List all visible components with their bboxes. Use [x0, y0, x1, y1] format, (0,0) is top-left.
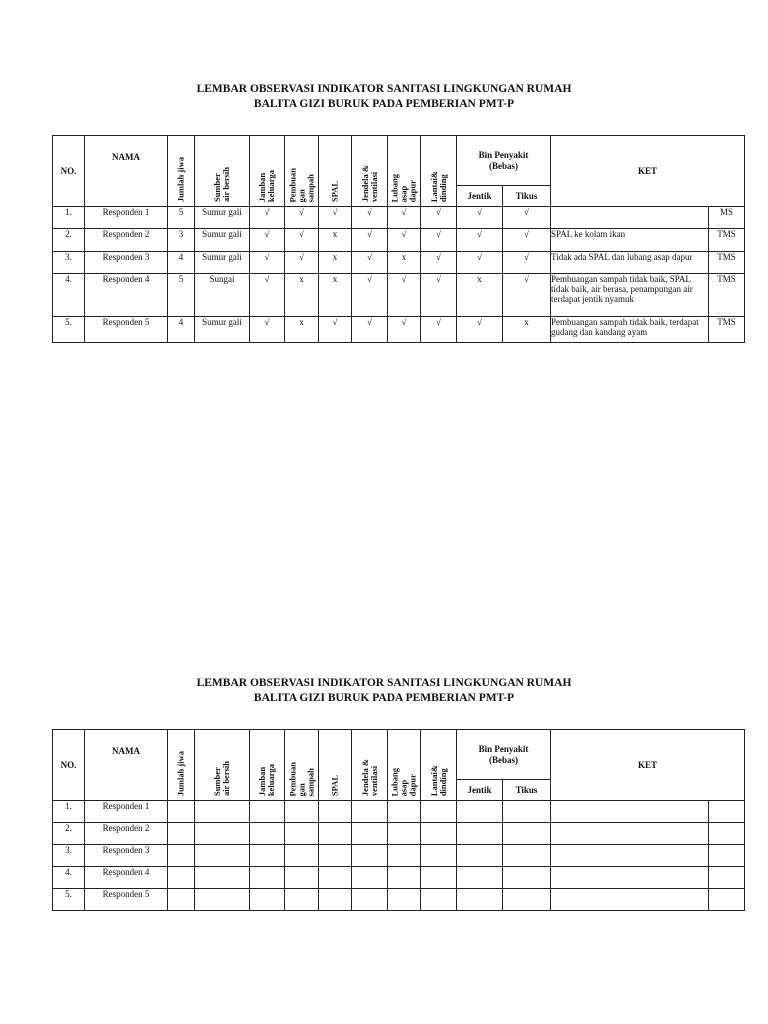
cell-tikus: √ [503, 252, 551, 274]
header-tikus: Tikus [503, 186, 551, 207]
cell-status: TMS [709, 252, 745, 274]
cell-tikus: √ [503, 229, 551, 252]
cell-ket [551, 207, 709, 229]
cell-jendela: √ [352, 317, 388, 343]
cell-jamban [250, 823, 285, 845]
cell-sumber [195, 845, 250, 867]
cell-no: 2. [53, 229, 85, 252]
cell-tikus [503, 889, 551, 911]
cell-lantai [421, 801, 457, 823]
cell-sumber: Sumur gali [195, 317, 250, 343]
cell-lantai: √ [421, 274, 457, 317]
cell-status [709, 801, 745, 823]
cell-jentik [457, 845, 503, 867]
cell-jentik [457, 801, 503, 823]
cell-nama: Responden 2 [85, 823, 168, 845]
cell-ket [551, 845, 709, 867]
cell-status [709, 845, 745, 867]
header-bin-penyakit: Bin Penyakit (Bebas) [457, 136, 551, 186]
cell-sampah: √ [285, 229, 319, 252]
cell-jiwa [168, 867, 195, 889]
header-sumber-air: Sumber air bersih [195, 730, 250, 801]
table-row [53, 317, 745, 343]
cell-jendela: √ [352, 207, 388, 229]
cell-status [709, 889, 745, 911]
cell-nama: Responden 2 [85, 229, 168, 252]
cell-lubang: √ [388, 274, 421, 317]
cell-jentik: √ [457, 207, 503, 229]
cell-jiwa [168, 823, 195, 845]
cell-lantai: √ [421, 252, 457, 274]
table-row [53, 252, 745, 274]
cell-no: 5. [53, 889, 85, 911]
cell-lubang: √ [388, 207, 421, 229]
header-row [53, 136, 745, 186]
cell-sampah [285, 823, 319, 845]
cell-ket [551, 889, 709, 911]
cell-lantai [421, 889, 457, 911]
cell-jendela: √ [352, 229, 388, 252]
header-pembuangan-sampah: Pembuan gan sampah [285, 730, 319, 801]
cell-sumber [195, 801, 250, 823]
table-row [53, 889, 745, 911]
cell-spal: √ [319, 207, 352, 229]
cell-spal: x [319, 252, 352, 274]
cell-tikus: √ [503, 207, 551, 229]
cell-no: 1. [53, 207, 85, 229]
table-row [53, 274, 745, 317]
table-row [53, 801, 745, 823]
cell-jiwa [168, 801, 195, 823]
header-lantai: Lantai& dinding [421, 136, 457, 207]
cell-jentik [457, 823, 503, 845]
cell-lantai: √ [421, 317, 457, 343]
cell-jiwa [168, 889, 195, 911]
cell-ket [551, 801, 709, 823]
cell-spal: √ [319, 317, 352, 343]
cell-no: 3. [53, 252, 85, 274]
cell-jamban: √ [250, 317, 285, 343]
cell-sumber [195, 823, 250, 845]
cell-jamban: √ [250, 229, 285, 252]
cell-jamban [250, 867, 285, 889]
cell-nama: Responden 1 [85, 207, 168, 229]
cell-ket: SPAL ke kolam ikan [551, 229, 709, 252]
cell-status [709, 867, 745, 889]
header-lubang-asap: Lubang asap dapur [388, 136, 421, 207]
header-jentik: Jentik [457, 780, 503, 801]
cell-jamban: √ [250, 252, 285, 274]
cell-jiwa: 5 [168, 207, 195, 229]
cell-jamban [250, 845, 285, 867]
cell-jentik: x [457, 274, 503, 317]
cell-jentik [457, 889, 503, 911]
cell-lantai [421, 845, 457, 867]
cell-status: MS [709, 207, 745, 229]
cell-sampah [285, 889, 319, 911]
cell-status: TMS [709, 229, 745, 252]
cell-sampah: √ [285, 207, 319, 229]
cell-tikus [503, 823, 551, 845]
cell-nama: Responden 5 [85, 317, 168, 343]
cell-lubang [388, 889, 421, 911]
header-jendela: Jendela & ventilasi [352, 136, 388, 207]
cell-spal [319, 889, 352, 911]
cell-status [709, 823, 745, 845]
cell-nama: Responden 3 [85, 845, 168, 867]
cell-lantai: √ [421, 207, 457, 229]
cell-tikus: √ [503, 274, 551, 317]
cell-status: TMS [709, 317, 745, 343]
cell-jendela [352, 889, 388, 911]
cell-nama: Responden 3 [85, 252, 168, 274]
cell-no: 3. [53, 845, 85, 867]
cell-jiwa: 5 [168, 274, 195, 317]
observation-table-blank [52, 729, 745, 911]
table-row [53, 823, 745, 845]
cell-ket: Pembuangan sampah tidak baik, SPAL tidak baik, air berasa, penampungan air terdapat jentik nyamuk [551, 274, 709, 317]
cell-tikus: x [503, 317, 551, 343]
cell-nama: Responden 1 [85, 801, 168, 823]
header-spal: SPAL [319, 730, 352, 801]
cell-spal: x [319, 229, 352, 252]
cell-jamban: √ [250, 207, 285, 229]
cell-ket: Pembuangan sampah tidak baik, terdapat gudang dan kandang ayam [551, 317, 709, 343]
form-title-blank [0, 676, 768, 706]
cell-jendela: √ [352, 252, 388, 274]
cell-jiwa: 4 [168, 252, 195, 274]
cell-jentik: √ [457, 317, 503, 343]
header-jumlah-jiwa: Jumlah jiwa [168, 136, 195, 207]
title-line-1: LEMBAR OBSERVASI INDIKATOR SANITASI LINGKUNGAN RUMAH [196, 83, 572, 95]
observation-table-filled [52, 135, 745, 343]
header-no: NO. [53, 730, 85, 801]
cell-lantai: √ [421, 229, 457, 252]
cell-jamban [250, 889, 285, 911]
title-line-2: BALITA GIZI BURUK PADA PEMBERIAN PMT-P [253, 692, 515, 704]
cell-tikus [503, 845, 551, 867]
cell-jentik: √ [457, 229, 503, 252]
header-jumlah-jiwa: Jumlah jiwa [168, 730, 195, 801]
header-nama: NAMA [85, 136, 168, 207]
cell-sampah [285, 801, 319, 823]
table-row [53, 867, 745, 889]
cell-lubang: x [388, 252, 421, 274]
header-jendela: Jendela & ventilasi [352, 730, 388, 801]
table-row [53, 229, 745, 252]
cell-spal [319, 801, 352, 823]
cell-jendela [352, 845, 388, 867]
cell-jiwa: 3 [168, 229, 195, 252]
cell-spal [319, 845, 352, 867]
form-title-filled [0, 82, 768, 112]
cell-spal: x [319, 274, 352, 317]
cell-jamban: √ [250, 274, 285, 317]
cell-sampah [285, 867, 319, 889]
cell-spal [319, 823, 352, 845]
header-row [53, 730, 745, 780]
title-line-1: LEMBAR OBSERVASI INDIKATOR SANITASI LINGKUNGAN RUMAH [196, 677, 572, 689]
cell-ket: Tidak ada SPAL dan lubang asap dapur [551, 252, 709, 274]
header-lantai: Lantai& dinding [421, 730, 457, 801]
cell-lubang [388, 867, 421, 889]
cell-sampah: x [285, 274, 319, 317]
cell-sumber [195, 867, 250, 889]
header-sumber-air: Sumber air bersih [195, 136, 250, 207]
header-no: NO. [53, 136, 85, 207]
cell-sampah: x [285, 317, 319, 343]
header-jentik: Jentik [457, 186, 503, 207]
header-ket: KET [551, 730, 745, 801]
cell-lantai [421, 823, 457, 845]
header-pembuangan-sampah: Pembuan gan sampah [285, 136, 319, 207]
cell-sampah [285, 845, 319, 867]
cell-tikus [503, 867, 551, 889]
cell-no: 1. [53, 801, 85, 823]
cell-jendela: √ [352, 274, 388, 317]
cell-sampah: √ [285, 252, 319, 274]
cell-lubang [388, 801, 421, 823]
cell-lubang [388, 845, 421, 867]
cell-no: 4. [53, 274, 85, 317]
cell-jamban [250, 801, 285, 823]
cell-nama: Responden 4 [85, 867, 168, 889]
cell-ket [551, 823, 709, 845]
cell-sumber: Sumur gali [195, 252, 250, 274]
cell-nama: Responden 4 [85, 274, 168, 317]
cell-lubang: √ [388, 317, 421, 343]
cell-ket [551, 867, 709, 889]
cell-sumber [195, 889, 250, 911]
header-spal: SPAL [319, 136, 352, 207]
cell-sumber: Sungai [195, 274, 250, 317]
cell-no: 5. [53, 317, 85, 343]
header-jamban: Jamban keluarga [250, 730, 285, 801]
cell-tikus [503, 801, 551, 823]
cell-sumber: Sumur gali [195, 229, 250, 252]
table-row [53, 207, 745, 229]
cell-jentik [457, 867, 503, 889]
cell-jiwa [168, 845, 195, 867]
cell-no: 2. [53, 823, 85, 845]
table-row [53, 845, 745, 867]
cell-no: 4. [53, 867, 85, 889]
header-ket: KET [551, 136, 745, 207]
cell-lubang: √ [388, 229, 421, 252]
cell-jendela [352, 823, 388, 845]
cell-status: TMS [709, 274, 745, 317]
header-nama: NAMA [85, 730, 168, 801]
header-jamban: Jamban keluarga [250, 136, 285, 207]
cell-lubang [388, 823, 421, 845]
cell-lantai [421, 867, 457, 889]
cell-jiwa: 4 [168, 317, 195, 343]
cell-jendela [352, 867, 388, 889]
cell-jendela [352, 801, 388, 823]
title-line-2: BALITA GIZI BURUK PADA PEMBERIAN PMT-P [253, 98, 515, 110]
header-bin-penyakit: Bin Penyakit (Bebas) [457, 730, 551, 780]
header-tikus: Tikus [503, 780, 551, 801]
cell-jentik: √ [457, 252, 503, 274]
cell-spal [319, 867, 352, 889]
cell-sumber: Sumur gali [195, 207, 250, 229]
cell-nama: Responden 5 [85, 889, 168, 911]
header-lubang-asap: Lubang asap dapur [388, 730, 421, 801]
